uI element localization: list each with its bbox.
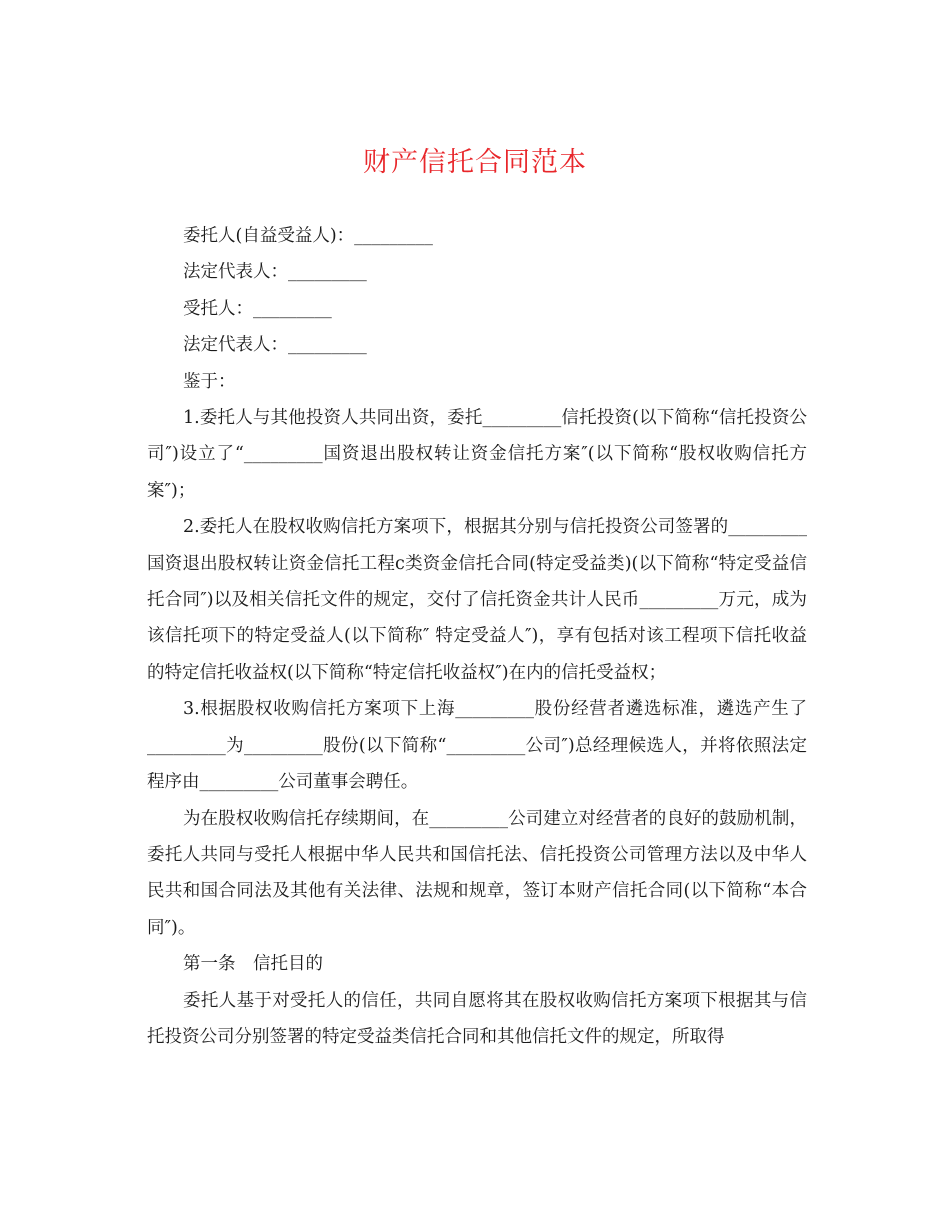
document-title: 财产信托合同范本 [363, 147, 587, 178]
document-body [147, 218, 807, 1055]
recital-3: 3.根据股权收购信托方案项下上海_________股份经营者遴选标准，遴选产生了_________为_________股份(以下简称“_________公司″)总经理候选人，并将依照法定程序由_________公司董事会聘任。 [147, 699, 807, 793]
article-1-paragraph: 委托人基于对受托人的信任，共同自愿将其在股权收购信托方案项下根据其与信托投资公司分别签署的特定受益类信托合同和其他信托文件的规定，所取得 [147, 990, 807, 1047]
trustee-representative-line: 法定代表人：_________ [183, 335, 367, 356]
preamble-paragraph: 为在股权收购信托存续期间，在_________公司建立对经营者的良好的鼓励机制，委托人共同与受托人根据中华人民共和国信托法、信托投资公司管理方法以及中华人民共和国合同法及其他有关法律、法规和规章，签订本财产信托合同(以下简称“本合同″)。 [147, 808, 807, 938]
principal-representative-line: 法定代表人：_________ [183, 262, 367, 283]
recital-1: 1.委托人与其他投资人共同出资，委托_________信托投资(以下简称“信托投资公司″)设立了“_________国资退出股权转让资金信托方案″(以下简称“股权收购信托方案″)； [147, 408, 807, 501]
trustee-line: 受托人：_________ [183, 298, 332, 319]
principal-line: 委托人(自益受益人)：_________ [183, 226, 433, 246]
whereas-heading: 鉴于： [183, 371, 236, 392]
article-1-heading: 第一条 信托目的 [183, 954, 323, 975]
recital-2: 2.委托人在股权收购信托方案项下，根据其分别与信托投资公司签署的_________国资退出股权转让资金信托工程c类资金信托合同(特定受益类)(以下简称“特定受益信托合同″)以及相关信托文件的规定，交付了信托资金共计人民币_________万元，成为该信托项下的特定受益人(以下简称″ 特定受益人″)，享有包括对该工程项下信托收益的特定信托收益权(以下简称“特定信托收益权″)在内的信托受益权； [147, 517, 807, 683]
